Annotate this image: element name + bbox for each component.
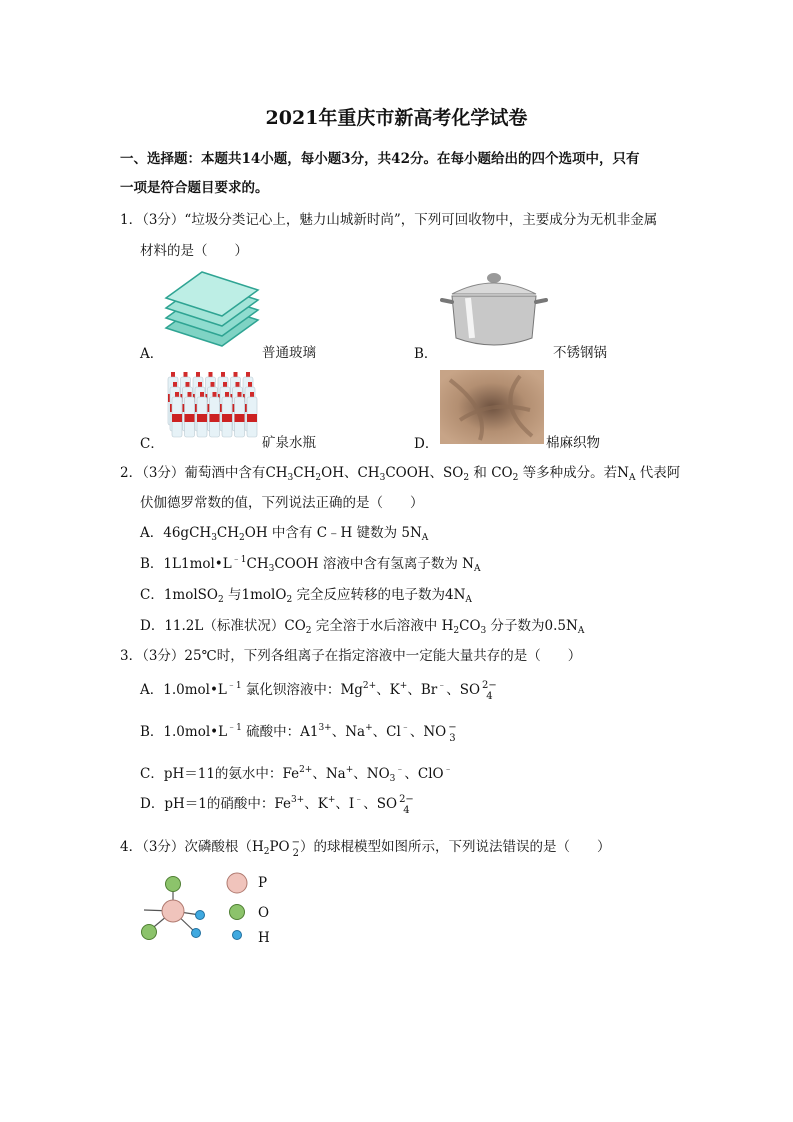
q1-stem: 1．（3分）“垃圾分类记心上，魅力山城新时尚”，下列可回收物中，主要成分为无机非金属 bbox=[120, 212, 658, 228]
q3-option-b: B．$1.0mol•L^{﹣1}$ 硫酸中：$A1^{3+}$、Na+、Cl﹣、NO − 3 bbox=[140, 721, 457, 744]
page-title: 2021年重庆市新高考化学试卷 bbox=[265, 107, 528, 129]
option-b-label: 不锈钢锅 bbox=[553, 345, 607, 361]
q2-option-c: C．1molSO$_2$ 与1molO$_2$ 完全反应转移的电子数为$4N_A$ bbox=[140, 587, 472, 605]
q4-stem: 4．（3分）次磷酸根（$H_2PO$ − 2 ）的球棍模型如图所示，下列说法错误的是（ ） bbox=[120, 836, 611, 859]
q1-stem-cont: 材料的是（ ） bbox=[140, 243, 248, 259]
q3-option-d: D．pH＝1的硝酸中：$Fe^{3+}$、K+、I﹣、SO 2− 4 bbox=[140, 793, 414, 816]
q2-stem: 2．（3分）葡萄酒中含有$CH_3CH_2OH$、$CH_3COOH$、$SO_2$ 和 $CO_2$ 等多种成分。若$N_A$ 代表阿 bbox=[120, 465, 681, 483]
q3-option-a: A．$1.0mol•L^{﹣1}$ 氯化钡溶液中：$Mg^{2+}$、K+、Br﹣、SO 2− 4 bbox=[140, 679, 497, 702]
option-d-letter: D． bbox=[414, 436, 439, 452]
q3-stem: 3．（3分）25℃时，下列各组离子在指定溶液中一定能大量共存的是（ ） bbox=[120, 648, 582, 664]
glass-sheets-icon bbox=[160, 280, 260, 354]
option-a-label: 普通玻璃 bbox=[262, 345, 316, 361]
legend-o-ball bbox=[229, 904, 245, 920]
legend-h-ball bbox=[232, 930, 242, 940]
legend-o-label: O bbox=[258, 905, 270, 921]
steel-pot-icon bbox=[438, 272, 552, 352]
section-heading: 一、选择题：本题共14小题，每小题3分，共42分。在每小题给出的四个选项中，只有 bbox=[120, 151, 640, 167]
water-bottles-icon bbox=[164, 370, 260, 444]
legend-p-ball bbox=[226, 872, 248, 894]
q2-option-b: B．$1L1mol•L^{﹣1}CH_3COOH$ 溶液中含有氢离子数为 $N_A$ bbox=[140, 555, 481, 574]
q3-option-c: C．pH＝11的氨水中：$Fe^{2+}$、Na+、$NO_3^﹣$、ClO﹣ bbox=[140, 765, 453, 784]
legend-h-label: H bbox=[258, 930, 270, 946]
q2-option-a: A．$46gCH_3CH_2OH$ 中含有 C﹣H 键数为 $5N_A$ bbox=[140, 525, 429, 543]
option-a-letter: A． bbox=[140, 346, 164, 362]
option-c-letter: C． bbox=[140, 436, 164, 452]
legend-p-label: P bbox=[258, 875, 268, 891]
section-heading-cont: 一项是符合题目要求的。 bbox=[120, 180, 269, 196]
q2-stem-cont: 伏伽德罗常数的值，下列说法正确的是（ ） bbox=[140, 495, 424, 511]
option-c-label: 矿泉水瓶 bbox=[262, 435, 316, 451]
fabric-icon bbox=[440, 370, 544, 444]
hypophosphite-model-diagram bbox=[138, 870, 218, 942]
q2-option-d: D．11.2L（标准状况）$CO_2$ 完全溶于水后溶液中 $H_2CO_3$ 分子数为$0.5N_A$ bbox=[140, 618, 585, 636]
option-b-letter: B． bbox=[414, 346, 438, 362]
option-d-label: 棉麻织物 bbox=[546, 435, 600, 451]
